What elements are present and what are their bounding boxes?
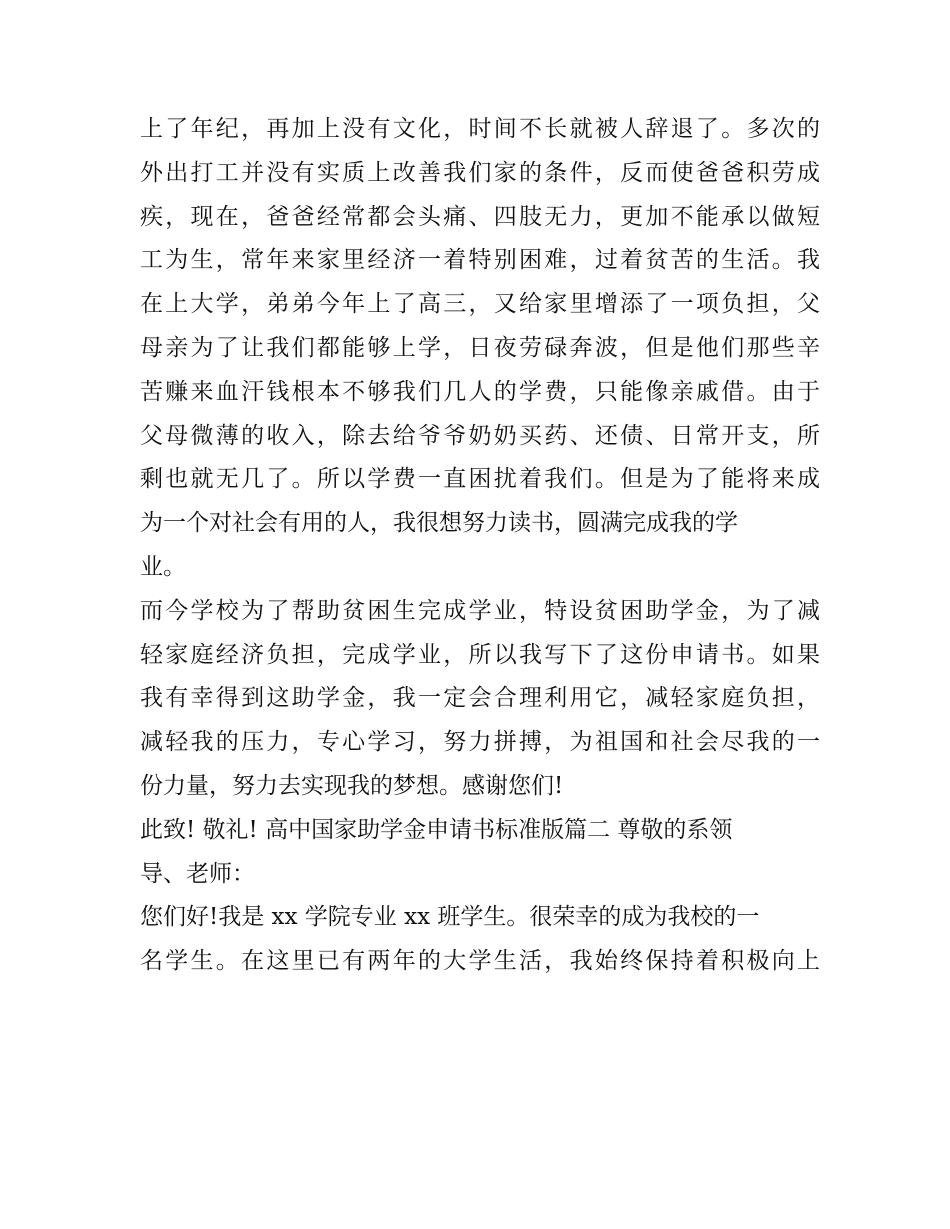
text-line: 减轻我的压力，专心学习，努力拼搏，为祖国和社会尽我的一 <box>140 729 820 756</box>
text-line: 在上大学，弟弟今年上了高三，又给家里增添了一项负担，父 <box>140 291 820 318</box>
text-line: 您们好!我是 xx 学院专业 xx 班学生。很荣幸的成为我校的一 <box>140 904 760 931</box>
text-line: 我有幸得到这助学金，我一定会合理利用它，减轻家庭负担， <box>140 685 820 712</box>
text-line: 工为生，常年来家里经济一着特别困难，过着贫苦的生活。我 <box>140 247 820 274</box>
text-line: 份力量，努力去实现我的梦想。感谢您们! <box>140 772 564 799</box>
text-line: 名学生。在这里已有两年的大学生活，我始终保持着积极向上 <box>140 948 820 975</box>
text-line: 上了年纪，再加上没有文化，时间不长就被人辞退了。多次的 <box>140 116 820 142</box>
text-line: 导、老师： <box>140 860 255 887</box>
text-line: 而今学校为了帮助贫困生完成学业，特设贫困助学金，为了减 <box>140 597 820 624</box>
text-line: 为一个对社会有用的人，我很想努力读书，圆满完成我的学 <box>140 510 738 537</box>
text-line: 父母微薄的收入，除去给爷爷奶奶买药、还债、日常开支，所 <box>140 422 820 449</box>
document-body <box>140 108 820 984</box>
text-line: 轻家庭经济负担，完成学业，所以我写下了这份申请书。如果 <box>140 641 820 668</box>
text-line: 此致! 敬礼! 高中国家助学金申请书标准版篇二 尊敬的系领 <box>140 816 733 843</box>
text-line: 母亲为了让我们都能够上学，日夜劳碌奔波，但是他们那些辛 <box>140 334 820 361</box>
text-line: 剩也就无几了。所以学费一直困扰着我们。但是为了能将来成 <box>140 466 820 493</box>
text-line: 苦赚来血汗钱根本不够我们几人的学费，只能像亲戚借。由于 <box>140 378 820 405</box>
text-line: 业。 <box>140 553 186 580</box>
text-line: 疾，现在，爸爸经常都会头痛、四肢无力，更加不能承以做短 <box>140 203 820 230</box>
text-line: 外出打工并没有实质上改善我们家的条件，反而使爸爸积劳成 <box>140 159 820 186</box>
